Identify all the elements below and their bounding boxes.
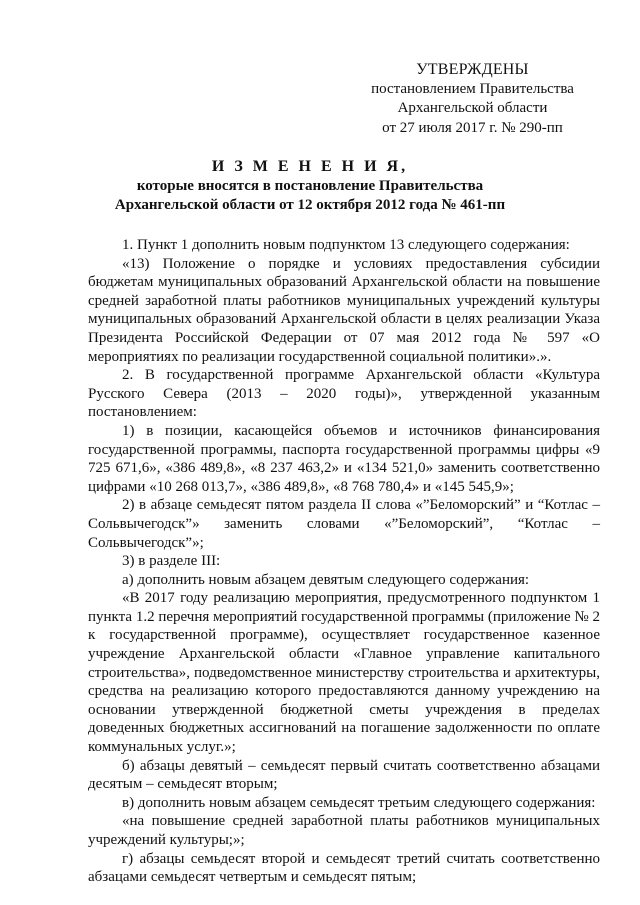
paragraph: а) дополнить новым абзацем девятым следующего содержания:: [122, 571, 530, 588]
paragraph: 2) в абзаце семьдесят пятом раздела II слова «”Беломорский” и “Котлас – Сольвычегодск”» заменить словами «”Беломорский”, “Котлас – Сольвычегодск”»;: [88, 497, 600, 551]
paragraph: 3) в разделе III:: [122, 553, 221, 570]
document-title: [80, 157, 540, 215]
title-subtitle: Архангельской области от 12 октября 2012 года № 461-пп: [114, 197, 506, 213]
paragraph: «13) Положение о порядке и условиях предоставления субсидии бюджетам муниципальных образований Архангельской области на повышение средней заработной платы работников муниципальных учреждений культуры муниципальных образований Архангельской области в целях реализации Указа Президента Российской Федерации от 07 мая 2012 года № 597 «О мероприятиях по реализации государственной социальной политики».».: [88, 255, 600, 365]
paragraph: 2. В государственной программе Архангельской области «Культура Русского Севера (2013 – 2020 годы)», утвержденной указанным постановлением:: [88, 367, 600, 421]
approval-heading: УТВЕРЖДЕНЫ: [416, 61, 529, 78]
approval-date: от 27 июля 2017 г. № 290-пп: [382, 119, 563, 136]
paragraph: г) абзацы семьдесят второй и семьдесят третий считать соответственно абзацами семьдесят четвертым и семьдесят пятым;: [88, 850, 600, 886]
paragraph: «В 2017 году реализацию мероприятия, предусмотренного подпунктом 1 пункта 1.2 перечня мероприятий государственной программы (приложение № 2 к государственной программе), осуществляет государственное казенное учреждение Архангельской области «Главное управление капитального строительства», подведомственное министерству строительства и архитектуры, средства на реализацию которого предоставляются данному учреждению на основании утвержденной бюджетной сметы учреждения в пределах доведенных бюджетных ассигнований на погашение задолженности по оплате коммунальных услуг.»;: [88, 590, 600, 756]
document-body: [88, 236, 600, 887]
title-subtitle: которые вносятся в постановление Правительства: [136, 178, 484, 194]
paragraph: б) абзацы девятый – семьдесят первый считать соответственно абзацами десятым – семьдесят вторым;: [88, 757, 600, 793]
approval-line: постановлением Правительства: [371, 80, 574, 97]
approval-stamp: [345, 60, 600, 138]
paragraph: 1. Пункт 1 дополнить новым подпунктом 13 следующего содержания:: [122, 237, 570, 253]
paragraph: 1) в позиции, касающейся объемов и источников финансирования государственной программы, паспорта государственной программы цифры «9 725 671,6», «386 489,8», «8 237 463,2» и «134 521,0» заменить соответственно цифрами «10 268 013,7», «386 489,8», «8 768 780,4» и «145 545,9»;: [88, 422, 600, 495]
approval-line: Архангельской области: [397, 100, 548, 116]
paragraph: «на повышение средней заработной платы работников муниципальных учреждений культуры;»;: [88, 813, 600, 848]
title-main: И З М Е Н Е Н И Я,: [211, 158, 409, 175]
paragraph: в) дополнить новым абзацем семьдесят третьим следующего содержания:: [122, 794, 596, 811]
